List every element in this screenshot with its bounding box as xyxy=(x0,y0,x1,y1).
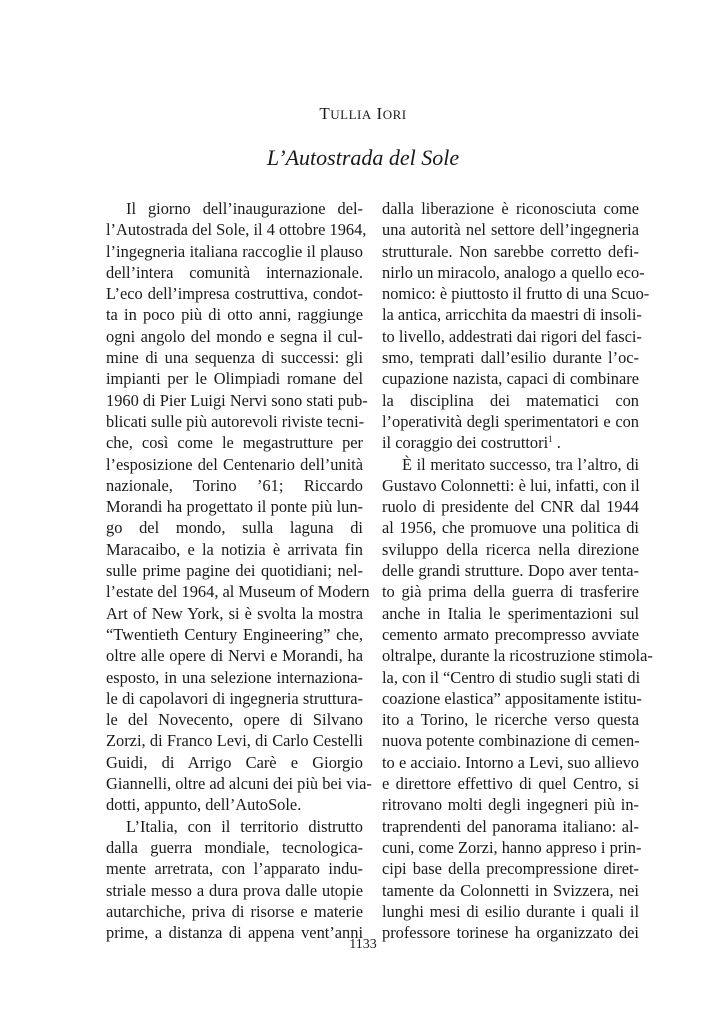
text-line xyxy=(106,752,363,773)
text-line-content: al 1956, che promuove una politica di xyxy=(382,518,639,538)
text-line xyxy=(382,603,639,624)
text-line xyxy=(106,517,363,538)
text-line xyxy=(106,347,363,368)
text-line-content: cupazione nazista, capaci di combinare xyxy=(382,369,639,389)
text-line xyxy=(106,326,363,347)
text-line-content: delle grandi strutture. Dopo aver tenta- xyxy=(382,561,639,581)
text-line-content: go del mondo, sulla laguna di xyxy=(106,518,363,538)
left-text-column xyxy=(106,198,372,943)
author-last-initial: I xyxy=(376,104,383,123)
text-line-trailing: . xyxy=(552,433,561,453)
text-line-content: mine di una sequenza di successi: gli xyxy=(106,348,363,368)
text-line-content: cuni, come Zorzi, hanno appreso i prin- xyxy=(382,837,642,857)
text-line xyxy=(106,368,363,389)
text-line xyxy=(382,560,639,581)
text-line xyxy=(106,475,363,496)
text-line xyxy=(106,454,363,475)
text-line xyxy=(382,880,639,901)
text-line xyxy=(106,560,363,581)
text-line-content: anche in Italia le sperimentazioni sul xyxy=(382,603,639,623)
text-line xyxy=(106,283,363,304)
text-line-content: dotti, appunto, dell’AutoSole. xyxy=(106,795,302,815)
text-line-content: la disciplina dei matematici con xyxy=(382,390,639,410)
text-line-content: che, così come le megastrutture per xyxy=(106,433,363,453)
text-line xyxy=(382,837,642,858)
text-line xyxy=(382,283,650,304)
text-line xyxy=(382,794,639,815)
text-line xyxy=(382,262,645,283)
text-line xyxy=(106,219,367,240)
text-line xyxy=(106,730,363,751)
text-line-content: e direttore effettivo di quel Centro, si xyxy=(382,774,639,794)
text-line xyxy=(106,794,363,815)
text-line xyxy=(382,816,639,837)
text-line xyxy=(382,432,639,453)
text-line-content: to e acciaio. Intorno a Levi, suo allievo xyxy=(382,752,639,772)
text-line-content: Guidi, di Arrigo Carè e Giorgio xyxy=(106,752,363,772)
text-line-content: impianti per le Olimpiadi romane del xyxy=(106,369,363,389)
author-name xyxy=(0,104,726,124)
footnote-marker: 1 xyxy=(548,434,553,445)
text-line-content: il coraggio dei costruttori xyxy=(382,433,549,453)
text-line xyxy=(106,581,370,602)
text-line xyxy=(382,496,639,517)
text-line-content: L’Italia, con il territorio distrutto xyxy=(126,816,363,836)
text-line-content: la, con il “Centro di studio sugli stati di xyxy=(382,667,641,687)
text-line-content: strutturale. Non sarebbe corretto defi- xyxy=(382,241,639,261)
text-line xyxy=(106,816,363,837)
text-line xyxy=(382,581,639,602)
text-line-content: cipi base della precompressione diret- xyxy=(382,859,639,879)
text-line xyxy=(382,752,639,773)
text-line-content: striale messo a dura prova dalle utopie xyxy=(106,880,363,900)
text-line-content: nazionale, Torino ’61; Riccardo xyxy=(106,475,363,495)
text-line-content: nirlo un miracolo, analogo a quello eco- xyxy=(382,262,645,282)
text-line-content: dalla guerra mondiale, tecnologica- xyxy=(106,837,363,857)
text-line-content: autarchiche, priva di risorse e materie xyxy=(106,901,363,921)
text-line-content: esposto, in una selezione internaziona- xyxy=(106,667,363,687)
text-line xyxy=(106,432,363,453)
text-line-content: blicati sulle più autorevoli riviste tecni- xyxy=(106,411,365,431)
text-line xyxy=(382,304,642,325)
text-line-content: l’esposizione del Centenario dell’unità xyxy=(106,454,363,474)
text-line xyxy=(382,688,642,709)
text-line-content: oltre alle opere di Nervi e Morandi, ha xyxy=(106,646,363,666)
text-line-content: È il meritato successo, tra l’altro, di xyxy=(402,454,639,474)
text-line xyxy=(382,390,639,411)
right-text-column xyxy=(382,198,653,943)
text-line xyxy=(382,539,639,560)
text-line xyxy=(382,241,639,262)
text-line-content: una autorità nel settore dell’ingegneria xyxy=(382,220,639,240)
page-number: 1133 xyxy=(349,937,377,952)
text-line-content: L’eco dell’impresa costruttiva, condot- xyxy=(106,284,363,304)
article-title: L’Autostrada del Sole xyxy=(266,145,460,170)
text-line xyxy=(106,901,363,922)
text-line xyxy=(106,773,372,794)
text-line xyxy=(106,496,363,517)
text-line xyxy=(106,241,363,262)
text-line xyxy=(106,198,363,219)
text-line-content: nomico: è piuttosto il frutto di una Scuo- xyxy=(382,284,650,304)
text-line xyxy=(382,198,639,219)
text-line-content: Giannelli, oltre ad alcuni dei più bei via- xyxy=(106,774,372,794)
text-line-content: oltralpe, durante la ricostruzione stimola- xyxy=(382,646,653,666)
text-line-content: ogni angolo del mondo e segna il cul- xyxy=(106,326,363,346)
text-line-content: ta in poco più di otto anni, raggiunge xyxy=(106,305,363,325)
text-line-content: Morandi ha progettato il ponte più lun- xyxy=(106,497,363,517)
text-line xyxy=(106,837,363,858)
text-line-content: dell’intera comunità internazionale. xyxy=(106,262,363,282)
text-line xyxy=(382,347,639,368)
text-line-content: l’Autostrada del Sole, il 4 ottobre 1964, xyxy=(106,220,367,240)
author-first-initial: T xyxy=(319,104,331,123)
text-line-content: sviluppo della ricerca nella direzione xyxy=(382,539,639,559)
text-line xyxy=(106,411,363,432)
text-line-content: Art of New York, si è svolta la mostra xyxy=(106,603,363,623)
text-line xyxy=(382,858,639,879)
text-line-content: Maracaibo, e la notizia è arrivata fin xyxy=(106,539,363,559)
text-line xyxy=(382,773,639,794)
text-line-content: le del Novecento, opere di Silvano xyxy=(106,710,363,730)
text-line-content: sulle prime pagine dei quotidiani; nel- xyxy=(106,561,363,581)
text-line-content: l’ingegneria italiana raccoglie il plauso xyxy=(106,241,363,261)
text-line-content: ritrovano molti degli ingegneri più in- xyxy=(382,795,639,815)
text-line xyxy=(106,667,363,688)
text-line-content: to livello, addestrati dai rigori del fasci- xyxy=(382,326,642,346)
text-line xyxy=(106,880,363,901)
text-line-content: 1960 di Pier Luigi Nervi sono stati pub- xyxy=(106,390,368,410)
text-line xyxy=(382,645,653,666)
author-first-rest: ULLIA xyxy=(330,107,372,122)
text-line-content: mente arretrata, con l’apparato indu- xyxy=(106,859,363,879)
text-line-content: la antica, arricchita da maestri di insoli- xyxy=(382,305,642,325)
text-line-content: dalla liberazione è riconosciuta come xyxy=(382,199,639,218)
text-line xyxy=(106,645,363,666)
text-line-content: l’estate del 1964, al Museum of Modern xyxy=(106,582,370,602)
text-line xyxy=(382,411,639,432)
text-line xyxy=(106,603,363,624)
text-line xyxy=(382,219,639,240)
text-line-content: ito a Torino, le ricerche verso questa xyxy=(382,710,639,730)
text-line-content: Gustavo Colonnetti: è lui, infatti, con il xyxy=(382,475,640,495)
text-line-content: nuova potente combinazione di cemen- xyxy=(382,731,640,751)
text-line xyxy=(382,709,639,730)
text-line-content: lunghi mesi di esilio durante i quali il xyxy=(382,901,639,921)
author-last-rest: ORI xyxy=(382,107,407,122)
text-line xyxy=(106,262,363,283)
text-line-content: coazione elastica” appositamente istitu- xyxy=(382,688,642,708)
text-line-content: l’operatività degli sperimentatori e con xyxy=(382,411,639,431)
text-line xyxy=(106,390,368,411)
text-line-content: “Twentieth Century Engineering” che, xyxy=(106,624,363,644)
text-line xyxy=(382,517,639,538)
text-line-content: smo, temprati dall’esilio durante l’oc- xyxy=(382,348,639,368)
text-line xyxy=(382,368,639,389)
text-line xyxy=(106,688,363,709)
text-line xyxy=(382,667,639,688)
text-line-content: Il giorno dell’inaugurazione del- xyxy=(126,199,363,218)
text-line-content: professore torinese ha organizzato dei xyxy=(382,923,639,943)
text-line xyxy=(382,730,639,751)
text-line-content: tamente da Colonnetti in Svizzera, nei xyxy=(382,880,639,900)
text-line xyxy=(382,624,639,645)
text-line xyxy=(382,475,639,496)
text-line-content: le di capolavori di ingegneria struttura- xyxy=(106,688,363,708)
text-line-content: cemento armato precompresso avviate xyxy=(382,624,639,644)
text-line xyxy=(106,539,363,560)
text-line-content: to già prima della guerra di trasferire xyxy=(382,582,639,602)
text-line xyxy=(382,326,642,347)
text-line xyxy=(106,624,363,645)
text-line-content: Zorzi, di Franco Levi, di Carlo Cestelli xyxy=(106,731,363,751)
text-line xyxy=(106,709,363,730)
text-line-content: ruolo di presidente del CNR dal 1944 xyxy=(382,497,639,517)
text-line xyxy=(106,858,363,879)
text-line-content: traprendenti del panorama italiano: al- xyxy=(382,816,639,836)
text-line-content: prime, a distanza di appena vent’anni xyxy=(106,923,363,943)
text-line xyxy=(106,304,363,325)
text-line xyxy=(382,901,639,922)
text-line xyxy=(382,454,639,475)
